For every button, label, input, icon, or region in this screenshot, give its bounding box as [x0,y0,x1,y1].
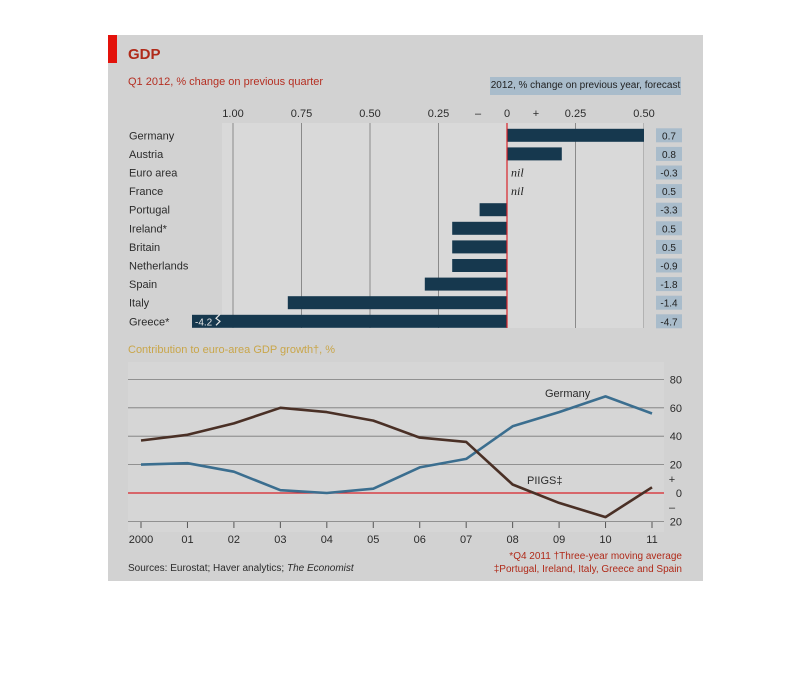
bar-axis-tick-label: 0.50 [633,108,655,120]
bar [480,203,507,216]
forecast-value: -1.8 [660,280,678,292]
bar-value-label: nil [511,184,524,199]
line-x-tick-label: 2000 [128,534,154,546]
bar-axis-tick-label: – [474,108,482,120]
bar [507,147,562,160]
bar-category-label: Portugal [129,204,170,217]
line-x-tick-label: 09 [552,534,566,546]
line-y-tick-label: 20 [669,516,682,529]
line-y-tick-label: 20 [669,459,682,472]
bar-value-label: nil [511,165,524,180]
bar-axis-tick-label: 1.00 [222,108,244,120]
bar [425,278,507,291]
line-x-tick-label: 03 [274,534,287,546]
series-label-piigs: PIIGS‡ [527,475,563,487]
footnote-1: *Q4 2011 †Three-year moving average [509,551,682,562]
sources-prefix: Sources: Eurostat; Haver analytics; [128,563,287,574]
bar-category-label: Greece* [129,316,170,329]
forecast-value: -0.9 [660,261,678,273]
bar [288,296,507,309]
line-sign-label: – [668,502,676,515]
bar-category-label: France [129,186,164,199]
bar [507,129,644,142]
line-x-tick-label: 06 [413,534,426,546]
series-label-germany: Germany [545,388,591,400]
forecast-value: 0.8 [662,149,676,161]
bar-axis-tick-label: 0.75 [290,108,313,120]
bar-axis-tick-label: 0.50 [359,108,381,120]
forecast-value: 0.5 [662,187,676,199]
sources-line [128,563,354,574]
line-y-tick-label: 0 [675,488,682,500]
forecast-value: -4.7 [660,317,678,329]
footnote-2: ‡Portugal, Ireland, Italy, Greece and Spain [493,564,682,575]
line-x-tick-label: 10 [599,534,612,546]
bar [452,240,507,253]
bar-axis-tick-label: 0.25 [427,108,450,120]
forecast-value: 0.5 [662,224,676,236]
bar-value-label: -4.2 [195,317,213,329]
bar-axis-tick-label: 0 [503,108,511,120]
line-x-tick-label: 04 [320,534,333,546]
bar-category-label: Austria [129,148,164,161]
line-y-tick-label: 80 [669,374,682,387]
line-sign-label: + [668,473,676,486]
bar [452,259,507,272]
line-x-tick-label: 02 [227,534,241,546]
forecast-value: 0.5 [662,242,676,254]
forecast-value: -3.3 [660,205,678,217]
line-x-tick-label: 01 [181,534,194,546]
line-x-tick-label: 07 [460,534,473,546]
line-y-tick-label: 60 [669,402,682,415]
line-x-tick-label: 08 [506,534,519,546]
bar-category-label: Ireland* [129,223,167,236]
forecast-value: -0.3 [660,168,678,180]
bar-axis-tick-label: + [532,108,540,120]
bar-category-label: Netherlands [129,260,189,273]
line-x-tick-label: 11 [646,534,658,546]
chart-title: GDP [128,46,161,63]
bar-category-label: Italy [129,297,150,310]
forecast-value: -1.4 [660,298,678,310]
bar-axis-tick-label: 0.25 [564,108,587,120]
bar [192,315,507,328]
bar-category-label: Spain [129,279,158,292]
sources-italic: The Economist [286,563,354,574]
bar-category-label: Euro area [129,167,178,180]
line-y-tick-label: 40 [669,431,682,444]
bar-chart-subtitle: Q1 2012, % change on previous quarter [128,76,324,88]
line-x-tick-label: 05 [367,534,380,546]
bar-category-label: Germany [129,130,175,143]
line-chart-subtitle: Contribution to euro-area GDP growth†, % [128,344,336,356]
forecast-header: 2012, % change on previous year, forecast [490,77,681,95]
forecast-value: 0.7 [662,131,676,143]
bar-category-label: Britain [129,241,161,254]
bar [452,222,507,235]
